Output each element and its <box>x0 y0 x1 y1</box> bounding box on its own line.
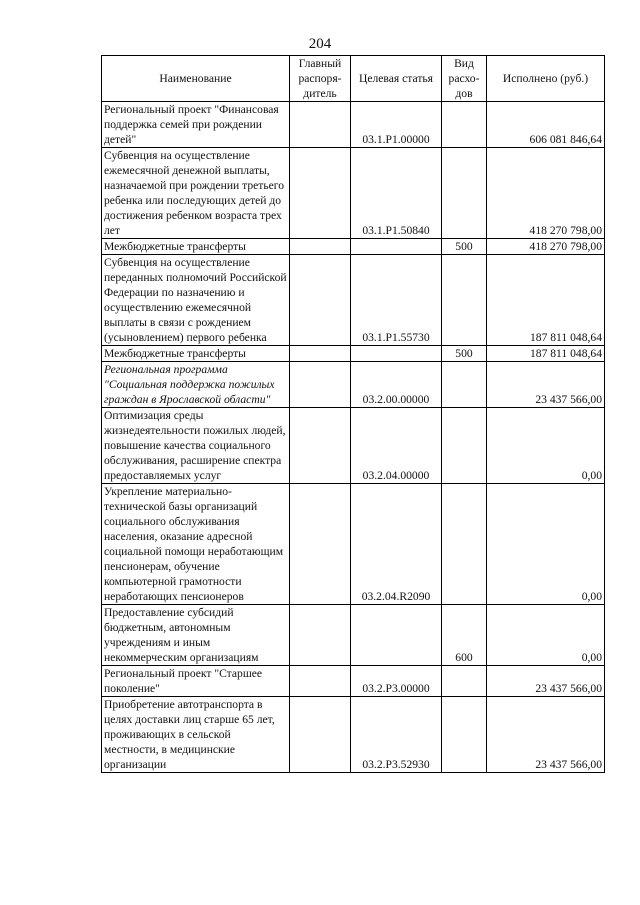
row-target-cell: 03.1.P1.00000 <box>351 102 442 148</box>
row-sum-cell: 23 437 566,00 <box>487 697 605 773</box>
row-admin-cell <box>290 666 351 697</box>
row-kind-cell <box>442 697 487 773</box>
table-row <box>102 484 605 605</box>
row-name-cell: Оптимизация среды жизнедеятельности пожилых людей, повышение качества социального обслуживания, расширение спектра предоставляемых услуг <box>102 408 290 484</box>
header-admin: Главный распоря-дитель <box>290 56 351 102</box>
row-sum-cell: 606 081 846,64 <box>487 102 605 148</box>
row-name-cell: Межбюджетные трансферты <box>102 346 290 362</box>
table-row <box>102 362 605 408</box>
row-name-cell: Межбюджетные трансферты <box>102 239 290 255</box>
row-admin-cell <box>290 605 351 666</box>
row-kind-cell <box>442 102 487 148</box>
row-kind-cell: 500 <box>442 346 487 362</box>
row-kind-cell <box>442 484 487 605</box>
row-kind-cell <box>442 362 487 408</box>
table-row <box>102 239 605 255</box>
row-name-cell: Региональная программа "Социальная поддержка пожилых граждан в Ярославской области" <box>102 362 290 408</box>
row-admin-cell <box>290 362 351 408</box>
budget-table <box>101 55 605 773</box>
row-name-cell: Субвенция на осуществление ежемесячной денежной выплаты, назначаемой при рождении третьего ребенка или последующих детей до достижения ребенком возраста трех лет <box>102 148 290 239</box>
row-name-cell: Региональный проект "Старшее поколение" <box>102 666 290 697</box>
row-target-cell: 03.1.P1.50840 <box>351 148 442 239</box>
table-row <box>102 666 605 697</box>
table-row <box>102 697 605 773</box>
row-sum-cell: 23 437 566,00 <box>487 666 605 697</box>
table-row <box>102 255 605 346</box>
row-sum-cell: 0,00 <box>487 408 605 484</box>
table-row <box>102 102 605 148</box>
row-sum-cell: 0,00 <box>487 605 605 666</box>
row-name-cell: Предоставление субсидий бюджетным, автономным учреждениям и иным некоммерческим организациям <box>102 605 290 666</box>
row-target-cell <box>351 346 442 362</box>
row-admin-cell <box>290 148 351 239</box>
row-kind-cell: 500 <box>442 239 487 255</box>
row-kind-cell <box>442 255 487 346</box>
table-row <box>102 346 605 362</box>
header-sum: Исполнено (руб.) <box>487 56 605 102</box>
row-admin-cell <box>290 484 351 605</box>
row-sum-cell: 418 270 798,00 <box>487 239 605 255</box>
row-admin-cell <box>290 255 351 346</box>
row-target-cell: 03.2.04.00000 <box>351 408 442 484</box>
row-kind-cell: 600 <box>442 605 487 666</box>
row-name-cell: Укрепление материально-технической базы организаций социального обслуживания населения, оказание адресной социальной помощи неработающим пенсионерам, обучение компьютерной грамотности неработающих пенсионеров <box>102 484 290 605</box>
row-kind-cell <box>442 666 487 697</box>
row-target-cell <box>351 605 442 666</box>
row-sum-cell: 187 811 048,64 <box>487 255 605 346</box>
row-name-cell: Региональный проект "Финансовая поддержка семей при рождении детей" <box>102 102 290 148</box>
row-admin-cell <box>290 697 351 773</box>
page-number: 204 <box>308 36 332 52</box>
row-admin-cell <box>290 102 351 148</box>
header-target: Целевая статья <box>351 56 442 102</box>
row-target-cell: 03.2.P3.00000 <box>351 666 442 697</box>
row-sum-cell: 0,00 <box>487 484 605 605</box>
header-kind: Вид расхо-дов <box>442 56 487 102</box>
row-admin-cell <box>290 408 351 484</box>
row-name-cell: Приобретение автотранспорта в целях доставки лиц старше 65 лет, проживающих в сельской местности, в медицинские организации <box>102 697 290 773</box>
row-target-cell: 03.2.04.R2090 <box>351 484 442 605</box>
row-admin-cell <box>290 346 351 362</box>
header-name: Наименование <box>102 56 290 102</box>
table-row <box>102 408 605 484</box>
row-kind-cell <box>442 148 487 239</box>
table-row <box>102 605 605 666</box>
row-sum-cell: 23 437 566,00 <box>487 362 605 408</box>
table-row <box>102 148 605 239</box>
row-sum-cell: 418 270 798,00 <box>487 148 605 239</box>
row-sum-cell: 187 811 048,64 <box>487 346 605 362</box>
row-target-cell: 03.1.P1.55730 <box>351 255 442 346</box>
row-kind-cell <box>442 408 487 484</box>
row-target-cell <box>351 239 442 255</box>
table-header-row <box>102 56 605 102</box>
row-target-cell: 03.2.P3.52930 <box>351 697 442 773</box>
row-name-cell: Субвенция на осуществление переданных полномочий Российской Федерации по назначению и осуществлению ежемесячной выплаты в связи с рождением (усыновлением) первого ребенка <box>102 255 290 346</box>
row-target-cell: 03.2.00.00000 <box>351 362 442 408</box>
row-admin-cell <box>290 239 351 255</box>
